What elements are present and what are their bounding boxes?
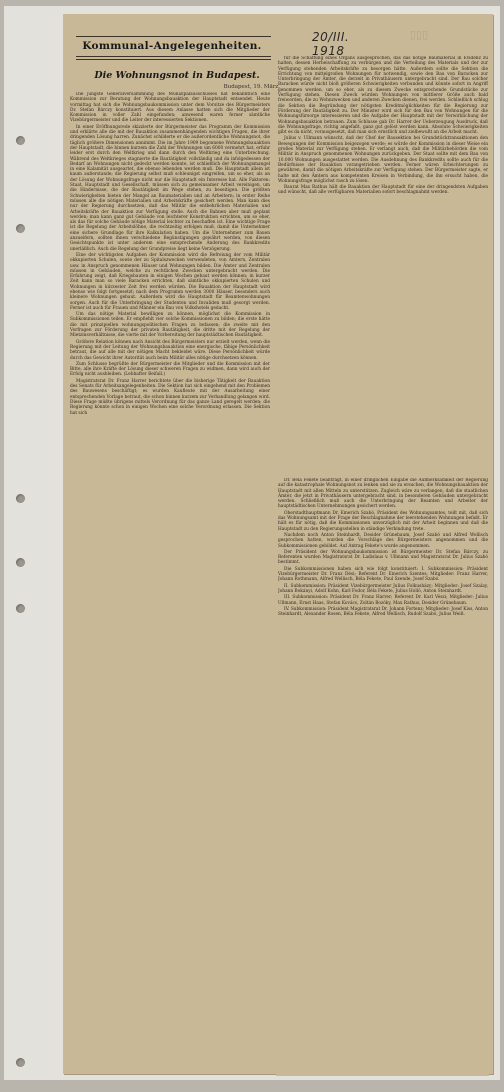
paragraph: Baurat Max Rathus hält die Bauaktion der Hauptstadt für eine der dringendsten Aufgaben und wünscht, daß alle verfügbaren Materialien sofort beschlagnahmt werden. xyxy=(278,185,488,196)
title-rule-bottom-2 xyxy=(76,59,271,60)
paragraph: Größere Relation können nach Ansicht des Bürgermeisters nur erzielt werden, wenn die Regierung mit der Leitung der Wohnungsbauaktion eine energische, fähige Persönlichkeit betraut, die auf alle mit der nötigen Macht bekleidet wäre. Diese Persönlichkeit würde durch das Gewicht ihrer Autorität auch beim Militär alles nötige durchsetzen können. xyxy=(70,339,270,361)
paragraph: Zum Schlusse begrüßte der Bürgermeister die Mitglieder und die Kommission mit der Bitte, alle ihre Kräfte der Lösung dieser schweren Fragen zu widmen, dann wird auch der Erfolg nicht ausbleiben. (Lebhafter Beifall.) xyxy=(70,361,270,378)
paragraph: Um das nötige Material bewilligen zu können, möglichst die Kommission in Subkommissionen teilen. Er empfiehlt vier solche Kommissionen zu bilden; die erste hätte die mit prinzipiellen wohnungspolitischen Fragen zu befassen; die zweite mit den Vorfragen zur Förderung der privaten Bautätigkeit, die dritte mit der Regelung der Mietzinsverhältnisse, die vierte mit der Vorbereitung der hauptstädtischen Bautätigkeit. xyxy=(70,312,270,339)
paragraph: für die Schaffung eines Organs ausgesprochen, das das nötige Baumaterial in Evidenz zu halten, dessen Herbeischaffung zu verbürgen und die Verteilung des Materials und der zur Verfügung stehenden Arbeitskräfte zu besorgen hätte. Außerdem sollte die Sektion die Errichtung von mittelgroßen Wohnungen für notwendig, sowie den Bau von Baracken zur Unterbringung der Ämter, die derzeit in Privathäusern untergebracht sind. Der Bau solcher Baracken würde nicht bloß größeren Schwierigkeiten verbunden und könnte sofort in Angriff genommen werden, um so eher, als zu diesem Zwecke entsprechende Grundstücke zur Verfügung stehen. Diesen Zweck würden Wohnungen von mittlerer Größe auch bald freiwerden, die zu Wohnzwecken und anderen Zwecken dienen, frei werden. Schließlich schlug die Sektion die Begründung der nötigsten Kreditmöglichkeiten für die Regierung zur Förderung der Bautätigkeit zu. Der Minister wird sich für den Bau von Wohnungen für die Wohnungsfürsorge interessieren und die Aufgabe der Hauptstadt mit der Verwirklichung der Wohnungsbauaktion betrauen. Zum Schlusse gab Dr. Harrer der Ueberzeugung Ausdruck, daß die Wohnungsfrage, richtig angefaßt, ganz gut gelöst werden kann. Absolute Schwierigkeiten gibt es da nicht, vorausgesetzt, daß man sich ernstlich und zielbewußt an die Arbeit macht. xyxy=(278,56,488,136)
punch-hole xyxy=(16,1058,25,1067)
article-column-3 xyxy=(278,478,488,1073)
paragraph: Eine der wichtigsten Aufgaben der Kommission wird die Befreiung der vom Militär okkupierten Schulen, sowie der zu Spitalszwecken verwendeten, von Ämtern, Zentralen usw. in Anspruch genommenen Häuser und Wohnungen bilden. Die Ämter und Zentralen müssen in Gebäuden, welche zu rechtlichen Zwecken untergebracht werden. Die Erfahrung zeigt, daß Kriegsbauten in einigen Wochen gebaut werden können; in kurzer Zeit kann man so viele Baracken errichten, daß sämtliche okkupierten Schulen und Wohnungen in kürzester Zeit frei werden würden. Die Bauaktion der Hauptstadt wird ebenso wie folgt fortgesetzt; nach dem Programm werden 3000 Häuser, besonders auch kleinere Wohnungen gebaut. Außerdem wird die Hauptstadt für Beamtenwohnungen sorgen. Auch für die Unterbringung der Studenten und Invaliden muß gesorgt werden. Ferner ist auch für Frauen und Männer ein Bau von Volkshotels gedacht. xyxy=(70,252,270,311)
paragraph: Magistratsrat Dr. Franz Harrer berichtete über die bisherige Tätigkeit der Bauaktion des Senats für Arbeitsangelegenheiten. Die Sektion hat sich eingehend mit den Problemen des Bauwesens beschäftigt; es wurden Kaufleute mit der Ausarbeitung einer entsprechenden Vorlage betraut, die schon binnen kurzem zur Verhandlung gelangen wird. Diese Frage müßte übrigens mittels Verordnung für das ganze Land geregelt werden; die Regierung könnte schon in einigen Wochen eine solche Verordnung erlassen. Die Sektion hat sich xyxy=(70,378,270,416)
paragraph: II. Subkommission: Präsident Vizebürgermeister Julius Folkusházy; Mitglieder: Josef Szalay, Johann Bokányi, Adolf Kohn, Karl Fodor, Béla Fekete, Julius Holló, Anton Steinhardt. xyxy=(278,583,488,594)
title-rule-top xyxy=(76,36,271,37)
dateline: Budapest, 19. März. xyxy=(223,84,280,90)
paragraph: Die Subkommissionen haben sich wie folgt konstituiert: I. Subkommission: Präsident Vizebürgermeister Dr. Franz Dési; Referent Dr. Emerich Szentes; Mitglieder: Franz Harrer, Johann Rothmann, Alfred Wellisch, Béla Fekete, Paul Szende, Josef Szabó. xyxy=(278,566,488,583)
punch-hole xyxy=(16,604,25,613)
paragraph: Der Präsident der Wohnungsbaukommission ist Bürgermeister Dr. Stefan Bárczy, zu Referenten wurden Magistratsrat Dr. Ladislaus v. Ullmann und Magistratsrat Dr. Julius Szabó bestimmt. xyxy=(278,549,488,566)
paragraph: Dr. Béla Fekete beantragt, in einer dringlichen Eingabe die Aufmerksamkeit der Regierung auf die katastrophale Wohnungsnot zu lenken und sie zu ersuchen, die Wohnungsbauaktion der Hauptstadt mit allen Mitteln zu unterstützen. Zugleich wäre zu verlangen, daß die staatlichen Ämter, die jetzt in Privathäusern untergebracht sind, in besonderen Gebäuden untergebracht werden. Schließlich muß auch die Unterbringung der Beamten und Arbeiter der hauptstädtischen Unternehmungen gesichert werden. xyxy=(278,478,488,510)
punch-hole xyxy=(16,558,25,567)
punch-hole xyxy=(16,136,25,145)
section-title: Kommunal-Angelegenheiten. xyxy=(82,40,262,52)
punch-holes xyxy=(16,6,30,1080)
punch-hole xyxy=(16,224,25,233)
article-column-2 xyxy=(278,56,488,476)
punch-hole xyxy=(16,494,25,503)
paragraph: Oberstadthauptmann Dr. Emerich Szabó, Präsident des Wohnungsamtes, teilt mit, daß sich das Wohnungsamt mit der Frage der Beschlagnahme der leerstehenden Wohnungen befaßt. Er hält es für nötig, daß die Kommissionen unverzüglich mit der Arbeit beginnen und daß die Hauptstadt zu den Regierungsstellen in ständige Verbindung trete. xyxy=(278,510,488,532)
paragraph: Die jüngste Generalversammlung des Munizipalausschusses hat bekanntlich eine Kommission zur Beratung der Wohnungsbauaktion der Hauptstadt entsendet. Heute vormittag hat sich die Wohnungsbaukommission unter dem Vorsitze des Bürgermeisters Dr. Stefan Bárczy konstituiert. Aus diesem Anlasse hatten sich die Mitglieder der Kommission in voller Zahl eingefunden; anwesend waren ferner sämtliche Vizebürgermeister und die Leiter der interessierten Sektionen. xyxy=(70,92,270,124)
handwritten-date: 20/III. 1918 xyxy=(312,30,350,58)
article-title: Die Wohnungsnot in Budapest. xyxy=(94,70,260,81)
paragraph: IV. Subkommission: Präsident Magistratsrat Dr. Johann Fortenz; Mitglieder: Josef Kiss, Anton Steinhardt, Alexander Rosen, Béla Fekete, Alfred Wellisch, Rudolf Szabó, Julius Weiß. xyxy=(278,606,488,618)
title-rule-bottom xyxy=(76,56,271,57)
paragraph: Julius v. Ullmann wünscht, daß der Chef der Bausektion bei Grundstücktransaktionen den Bewegungen der Kommission beigezogen werde; es würde der Kommission in dieser Weise ein großes Material zur Verfügung stehen. Er verlangt auch, daß die Militärbehörden die vom Militär in Anspruch genommenen Wohnungen zurückgeben. Der Staat sollte mit dem Bau von 10.000 Wohnungen ausgestattet werden. Die Ausdehnung des Bankkredits sollte auch für die Bedürfnisse der Bauaktion vorangetrieben werden. Ferner wären Erleichterungen zu gewähren, damit die nötigen Arbeitskräfte zur Verfügung stehen. Der Bürgermeister sagte, er halte mit den Ämtern aus kompetenten Kreisen in Verbindung, die ihn ersucht haben, die Wohnungsfrage möglichst rasch zu lösen. xyxy=(278,136,488,184)
paragraph: Nachdem noch Anton Steinhardt, Desider Grünebaum, Josef Szabó und Alfred Wellisch gesprochen hatten, wurden die Vorschläge des Bürgermeisters angenommen und die Subkommissionen gebildet. Auf Antrag Fekete's wurde angenommen. xyxy=(278,532,488,549)
article-column-1 xyxy=(70,92,270,1092)
paragraph: III. Subkommission: Präsident Dr. Franz Harrer; Referent Dr. Karl Vészi; Mitglieder: Julius Ullmann, Ernst Haas, Stefan Kovács, Zoltán Bozóky, Max Rathus, Desider Grünebaum. xyxy=(278,595,488,606)
faint-stamp: ▯▯▯ xyxy=(410,28,429,41)
paragraph: In einer Eröffnungsrede skizzierte der Bürgermeister das Programm der Kommission und erklärte alle die mit der Bauaktion zusammenhängenden wichtigen Fragen, die ihrer dringenden Lösung harren. Zunächst schilderte er die außerordentliche Wohnungsnot, die täglich größere Dimensionen annimmt. Die im Jahre 1909 begonnene Wohnungsbauaktion der Hauptstadt, die binnen kurzem die Zahl der Wohnungen um 6000 vermehrt hat, erfuhr leider erst durch den Weltkrieg und dann durch den Weltkrieg eine Unterbrechung. Während des Weltkrieges stagnierte die Bautätigkeit vollständig und da infolgedessen der Bedarf an Wohnungen nicht gedeckt werden konnte, ist schließlich der Wohnungsmangel in eine Kalamität ausgeartet, die ebenso lebenden werden muß. Die Hauptstadt allein ist kaum außerstande; die Regierung selbst muß schleunigst eingreifen, um so eher, als an der Lösung der Wohnungsfrage nicht nur die Hauptstadt ein Interesse hat. Alle Faktoren: Staat, Hauptstadt und Gesellschaft, müssen sich zu gemeinsamer Arbeit vereinigen, um die Hindernisse, die der Bautätigkeit im Wege stehen, zu beseitigen. Die größten Schwierigkeiten bieten der Mangel an Baumaterialien und an Arbeitern; in erster Reihe müssen alle die nötigen Materialien und Arbeitskräfte gesichert werden. Man kann dies nur der Regierung durchsetzen, daß das Militär die entbehrlichen Materialien und Arbeitskräfte der Bauaktion zur Verfügung stelle. Auch die Bahnen aber muß geplant werden; man kann ganz gut Gebäude von leichterer Konstruktion errichten, um so eher, als das für solche Gebäude nötige Material leichter zu beschaffen ist. Eine wichtige Frage ist die Regelung der Arbeitslöhne, die rechtzeitig erfolgen muß, damit die Unternehmer eine sichere Grundlage für ihre Kalkulation haben. Um die Unternehmer zum Bauen anzueifern, sollten ihnen verschiedene Begünstigungen gewährt werden, von diesen Gesichtspunkte ist unter anderem eine entsprechende Änderung des Bankkredits unerläßlich. Auch die Regelung der Grundpreise liegt keine Verzögerung. xyxy=(70,124,270,252)
